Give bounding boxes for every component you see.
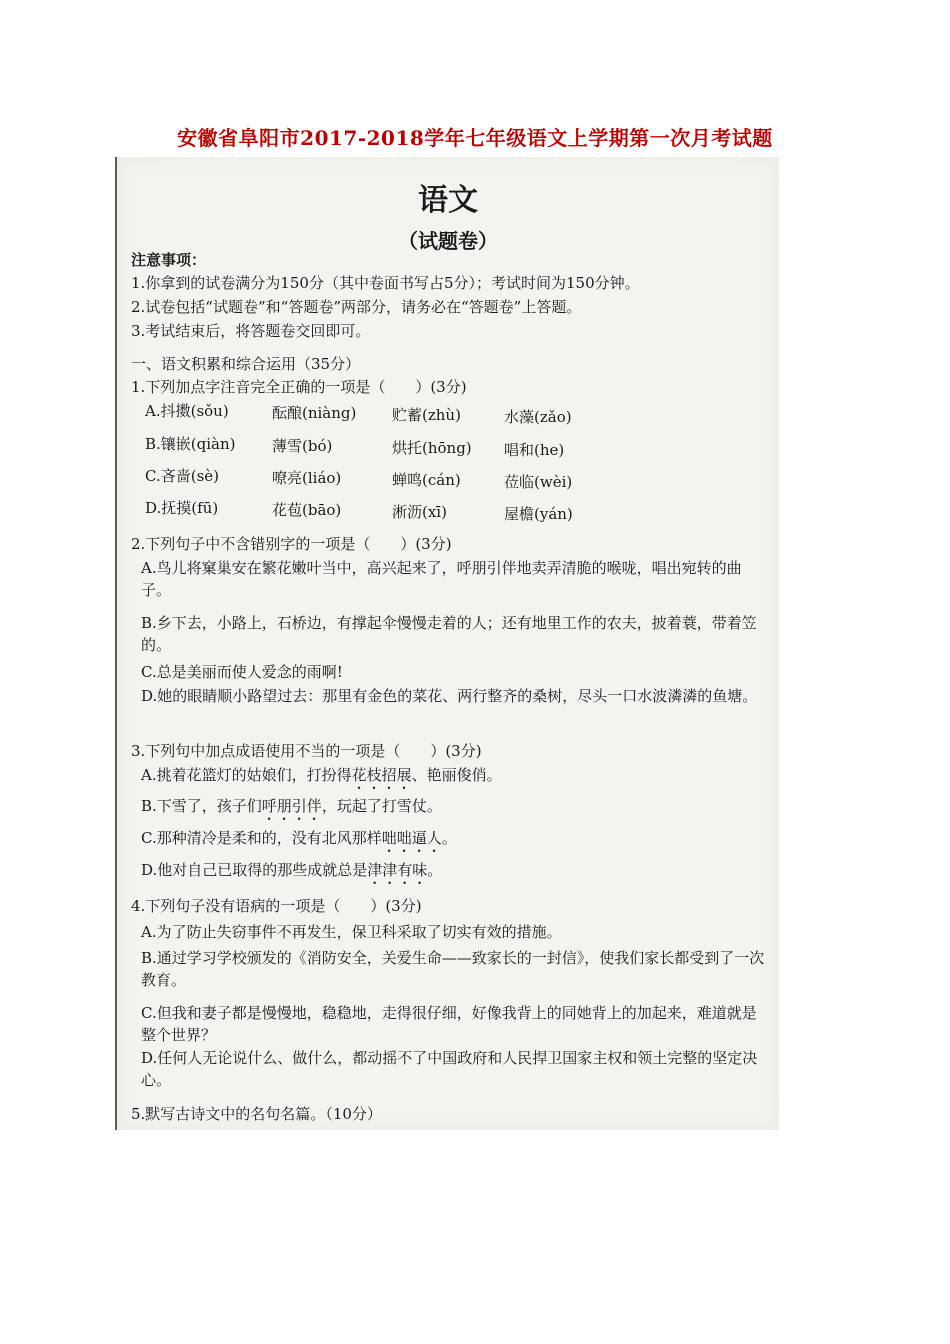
q3-option-c — [141, 827, 766, 856]
question-3-stem: 3.下列句中加点成语使用不当的一项是（ ）(3分) — [131, 742, 482, 760]
q2-option-c: C.总是美丽而使人爱念的雨啊! — [141, 663, 343, 681]
q4-option-c: C.但我和妻子都是慢慢地，稳稳地，走得很仔细，好像我背上的同她背上的加起来，难道就是整个世界？ — [141, 1004, 757, 1044]
q4-option-a: A.为了防止失窃事件不再发生，保卫科采取了切实有效的措施。 — [141, 923, 562, 941]
exam-subheading: （试题卷） — [398, 229, 498, 253]
q1-option: C.吝啬(sè) — [145, 467, 219, 485]
q3-dotted-idiom: 津津有味 — [367, 861, 428, 879]
notice-item: 1.你拿到的试卷满分为150分（其中卷面书写占5分）；考试时间为150分钟。 — [131, 274, 640, 292]
q3-option-text: 。 — [427, 861, 443, 879]
q1-option: 唱和(he) — [504, 441, 565, 459]
exam-heading: 语文 — [418, 183, 478, 218]
q1-option: 酝酿(niàng) — [272, 404, 357, 422]
q1-option: 淅沥(xī) — [392, 503, 447, 521]
q2-option-d: D.她的眼睛顺小路望过去：那里有金色的菜花、两行整齐的桑树，尽头一口水波潾潾的鱼塘。 — [141, 687, 758, 705]
q1-option: 烘托(hōng) — [392, 439, 472, 457]
q1-option: 屋檐(yán) — [504, 505, 573, 523]
q1-option: A.抖擞(sǒu) — [145, 402, 229, 420]
notice-item: 3.考试结束后，将答题卷交回即可。 — [131, 322, 371, 340]
q1-option: B.镶嵌(qiàn) — [145, 435, 236, 453]
q3-dotted-idiom: 呼朋引伴 — [261, 797, 322, 815]
q3-option-a — [141, 764, 766, 793]
q3-option-text: ，玩起了打雪仗。 — [321, 797, 442, 815]
q3-dotted-idiom: 花枝招展 — [351, 766, 412, 784]
q3-option-d — [141, 859, 766, 888]
q1-option: 贮蓄(zhù) — [392, 406, 461, 424]
section-heading: 一、语文积累和综合运用（35分） — [131, 355, 361, 373]
question-1-stem: 1.下列加点字注音完全正确的一项是（ ）(3分) — [131, 378, 467, 396]
q3-option-text: C.那种清冷是柔和的，没有北风那样 — [141, 829, 382, 847]
q1-option: 水藻(zǎo) — [504, 408, 572, 426]
q2-option-a: A.鸟儿将窠巢安在繁花嫩叶当中，高兴起来了，呼朋引伴地卖弄清脆的喉咙，唱出宛转的曲子。 — [141, 559, 742, 599]
q1-option: 花苞(bāo) — [272, 501, 342, 519]
q2-option-b: B.乡下去，小路上，石桥边，有撑起伞慢慢走着的人；还有地里工作的农夫，披着蓑，带着笠的。 — [141, 614, 757, 654]
q1-option: 嘹亮(liáo) — [272, 469, 342, 487]
q4-option-b: B.通过学习学校颁发的《消防安全，关爱生命——致家长的一封信》，使我们家长都受到了一次教育。 — [141, 949, 765, 989]
q3-dotted-idiom: 咄咄逼人 — [381, 829, 442, 847]
q3-option-text: D.他对自己已取得的那些成就总是 — [141, 861, 368, 879]
q3-option-text: B.下雪了，孩子们 — [141, 797, 262, 815]
notice-title: 注意事项： — [131, 251, 207, 269]
q3-option-text: 、艳丽俊俏。 — [411, 766, 502, 784]
q1-option: 蝉鸣(cán) — [392, 471, 461, 489]
question-4-stem: 4.下列句子没有语病的一项是（ ）(3分) — [131, 897, 422, 915]
q1-option: D.抚摸(fū) — [145, 499, 219, 517]
q3-option-text: A.挑着花篮灯的姑娘们，打扮得 — [141, 766, 352, 784]
q1-option: 薄雪(bó) — [272, 437, 333, 455]
q4-option-d: D.任何人无论说什么、做什么，都动摇不了中国政府和人民捍卫国家主权和领土完整的坚定决心。 — [141, 1049, 758, 1089]
q1-option: 莅临(wèi) — [504, 473, 573, 491]
document-title: 安徽省阜阳市2017-2018学年七年级语文上学期第一次月考试题 — [177, 126, 773, 150]
scanned-exam-page — [115, 157, 779, 1130]
question-5-stem: 5.默写古诗文中的名句名篇。（10分） — [131, 1105, 382, 1123]
notice-item: 2.试卷包括“试题卷”和“答题卷”两部分，请务必在“答题卷”上答题。 — [131, 298, 582, 316]
q3-option-b — [141, 795, 766, 824]
q3-option-text: 。 — [441, 829, 457, 847]
question-2-stem: 2.下列句子中不含错别字的一项是（ ）(3分) — [131, 535, 452, 553]
